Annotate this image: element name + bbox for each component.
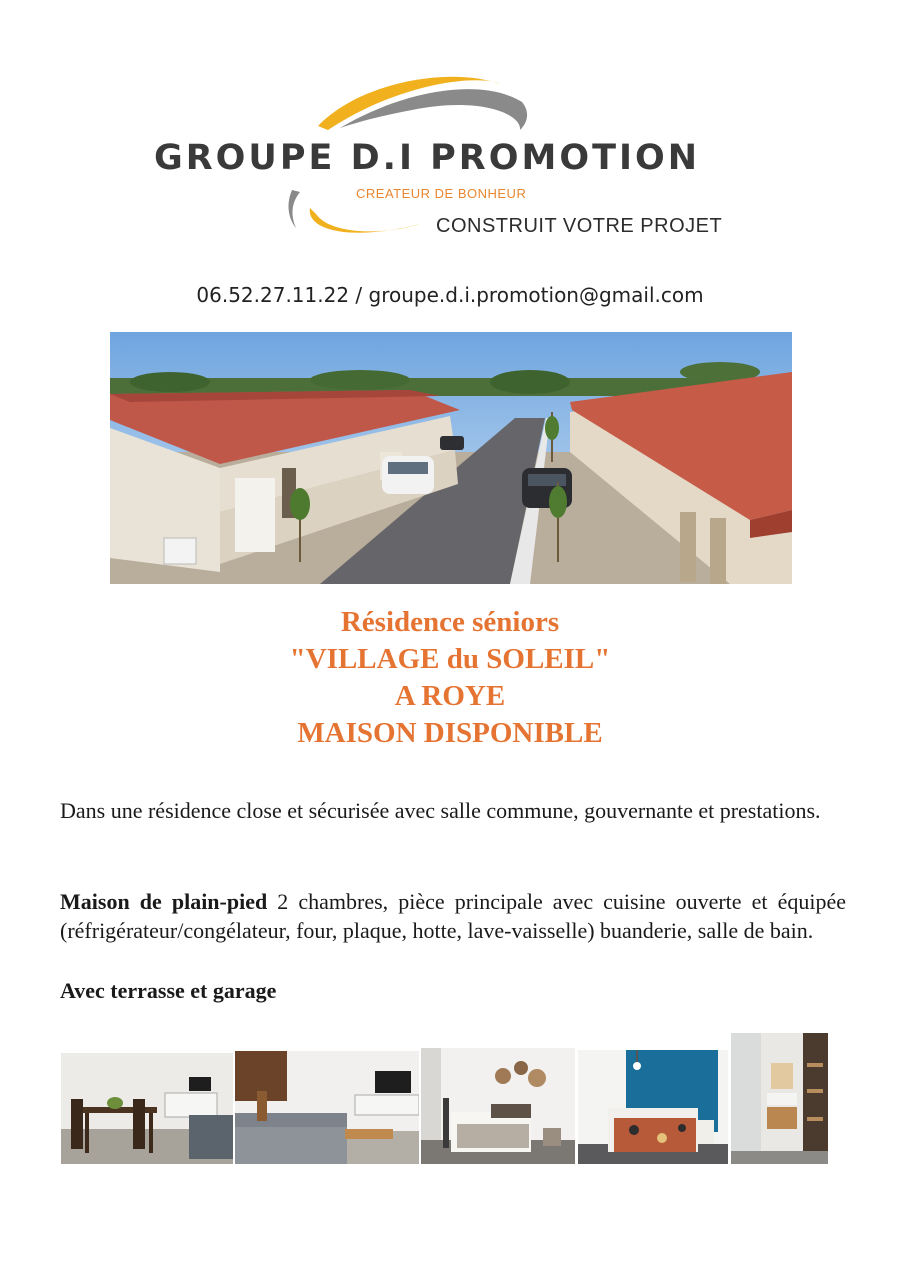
title-line-1: Résidence séniors: [340, 606, 560, 638]
photo-living-room: [235, 1051, 419, 1164]
brand-subtitle: CONSTRUIT VOTRE PROJET: [436, 215, 723, 237]
photo-bathroom: [731, 1033, 828, 1164]
logo: [150, 62, 750, 252]
house-details-paragraph: [60, 887, 846, 945]
title-block: [0, 604, 900, 752]
title-line-4: MAISON DISPONIBLE: [297, 717, 603, 749]
photo-bedroom-1: [421, 1048, 575, 1164]
photo-dining-room: [61, 1053, 233, 1164]
hero-photo: [110, 332, 792, 584]
title-line-2: "VILLAGE du SOLEIL": [289, 643, 611, 675]
extras-line: Avec terrasse et garage: [60, 978, 277, 1003]
brand-tagline: CREATEUR DE BONHEUR: [356, 186, 527, 201]
title-line-3: A ROYE: [394, 680, 506, 712]
photo-bedroom-2: [578, 1050, 728, 1164]
house-type-label: Maison de plain-pied: [60, 889, 268, 914]
brand-name: GROUPE D.I PROMOTION: [154, 138, 701, 178]
description-paragraph: Dans une résidence close et sécurisée avec salle commune, gouvernante et prestations.: [60, 798, 821, 823]
contact-line: 06.52.27.11.22 / groupe.d.i.promotion@gmail.com: [196, 283, 704, 307]
house-details-text: 2 chambres, pièce principale avec cuisine ouverte et équipée (réfrigérateur/congélateur, four, plaque, hotte, lave-vaisselle) buanderie, salle de bain.: [60, 889, 846, 943]
